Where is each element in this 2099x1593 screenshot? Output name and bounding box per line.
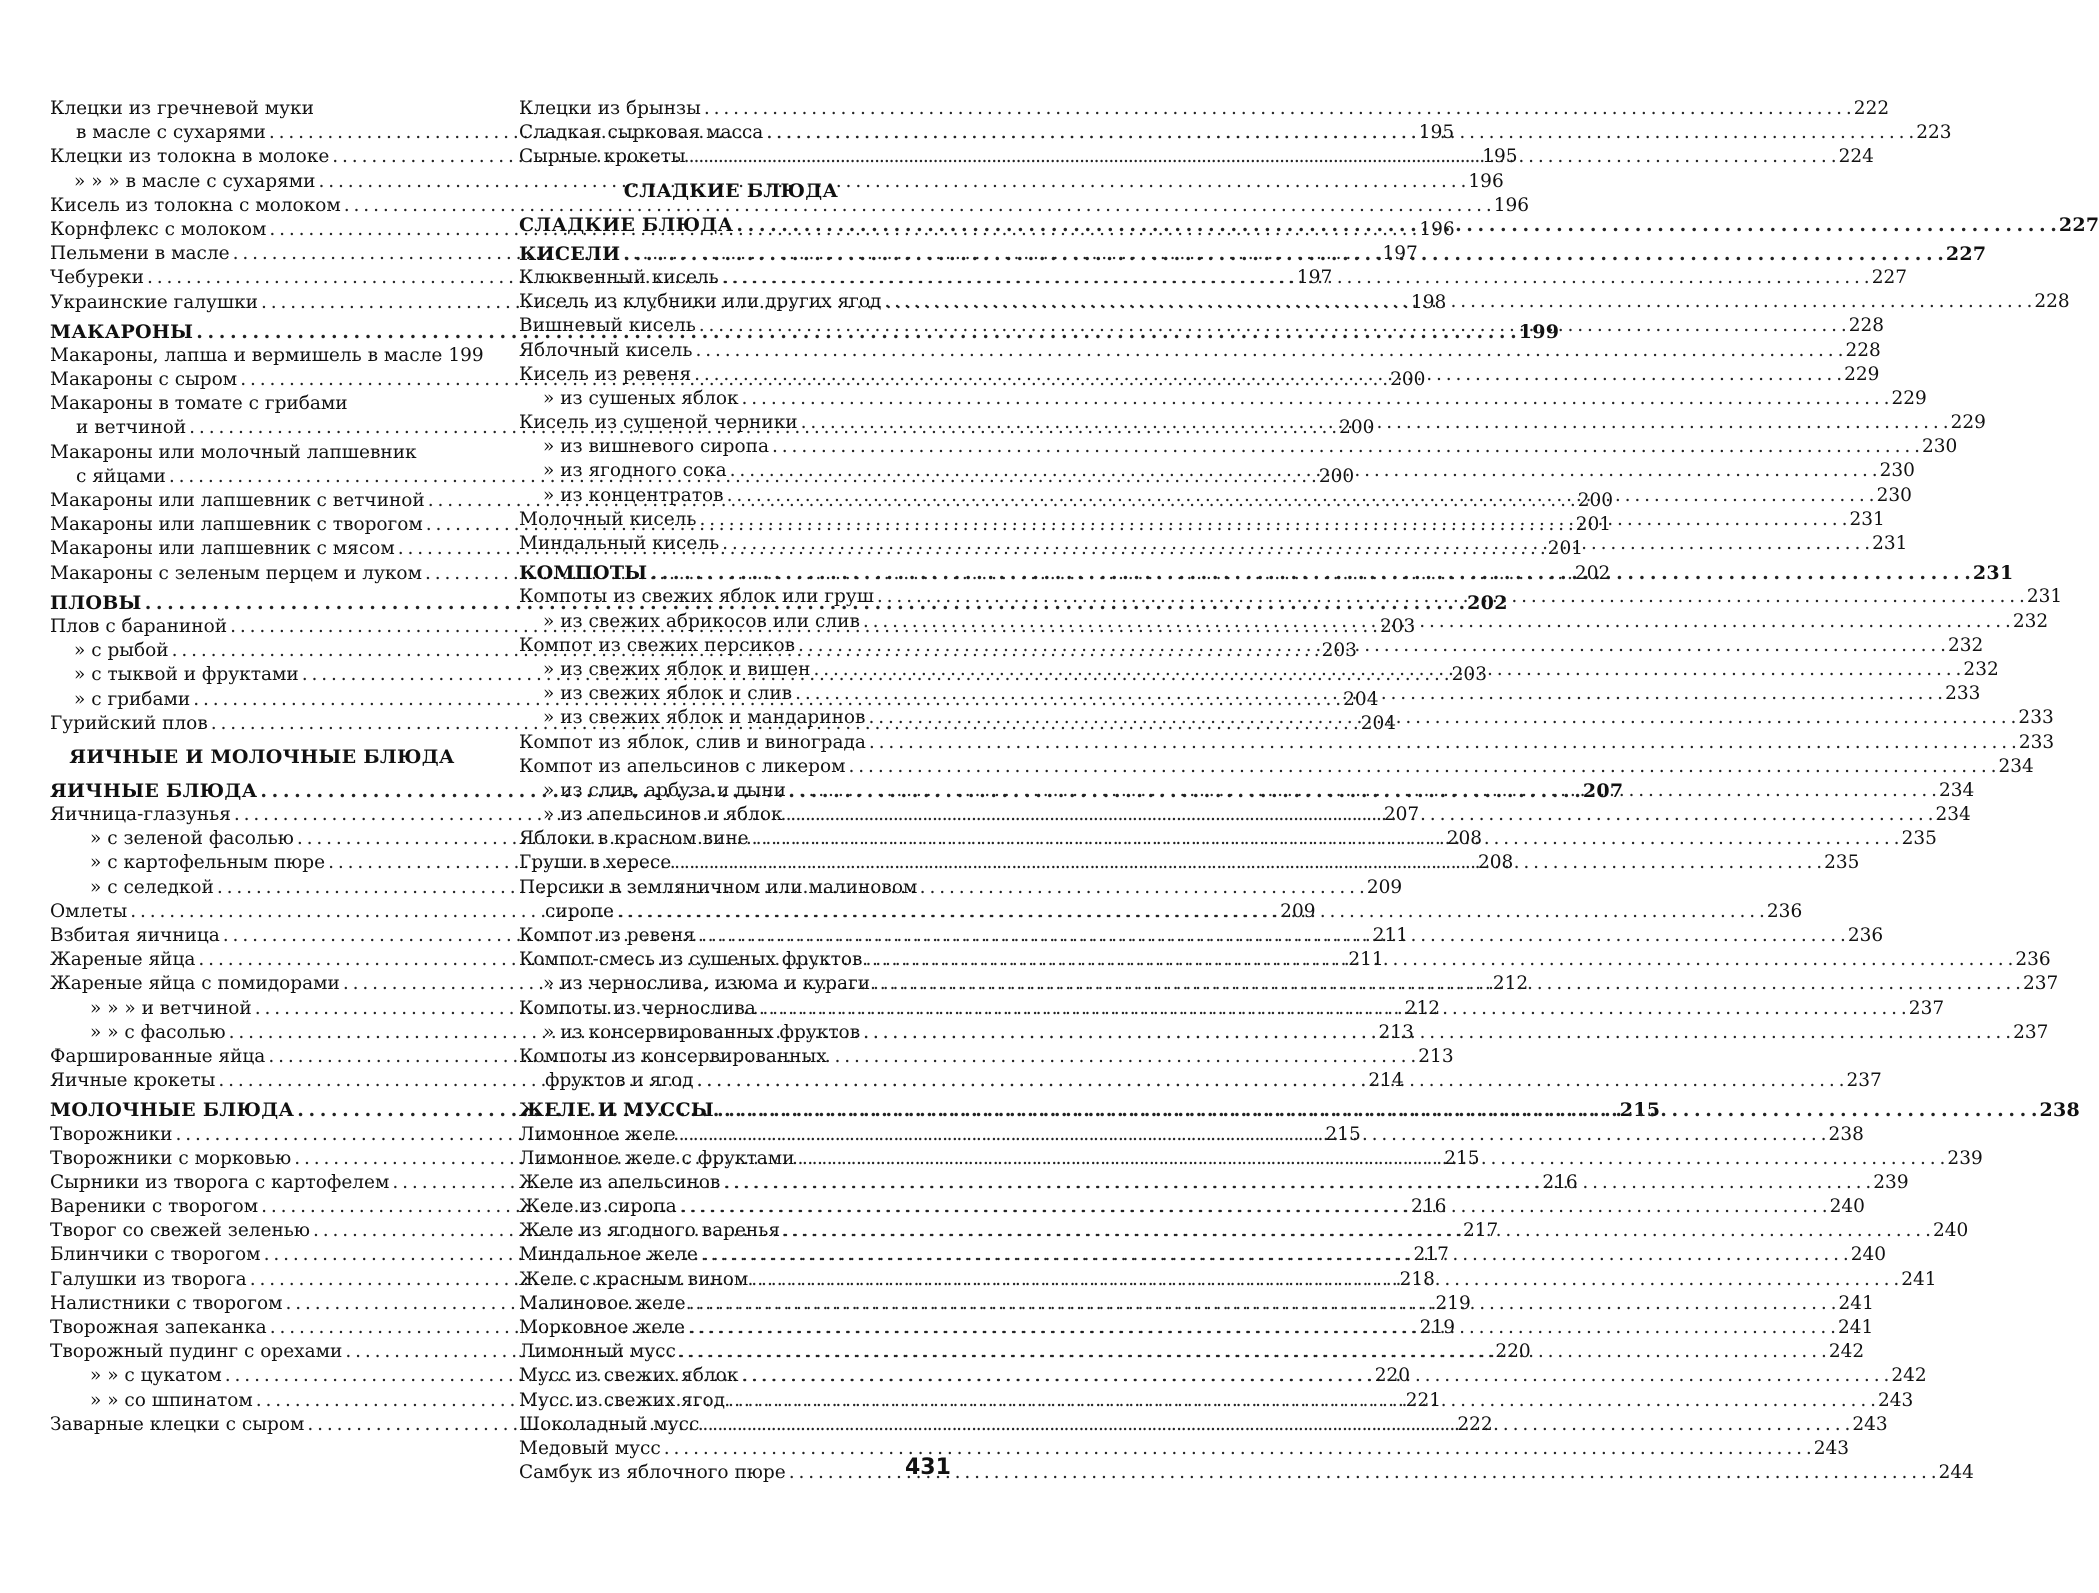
toc-page-number: 241: [1901, 1268, 1937, 1290]
toc-page-number: 235: [1901, 828, 1937, 850]
toc-entry-title: » из свежих яблок и слив: [543, 683, 793, 705]
toc-entry-title: и ветчиной: [76, 417, 187, 439]
toc-entry-title: Сладкая сырковая масса: [519, 122, 764, 144]
toc-page-number: 203: [1451, 664, 1487, 686]
toc-entry-title: ПЛОВЫ: [50, 591, 142, 614]
toc-page-number: 200: [1390, 369, 1426, 391]
dot-leader: [751, 1268, 1898, 1292]
toc-entry: [50, 344, 484, 368]
toc-page-number: 240: [1932, 1220, 1969, 1242]
dot-leader: [664, 1437, 1811, 1461]
toc-page-number: 231: [1972, 562, 2014, 585]
toc-entry-title: Взбитая яичница: [50, 925, 220, 946]
toc-page-number: 212: [1492, 973, 1529, 995]
toc-entry-title: Яичница-глазунья: [50, 804, 231, 826]
toc-entry-title: фруктов и ягод: [545, 1070, 694, 1092]
toc-entry-title: Сырные крокеты: [519, 146, 686, 168]
dot-leader: [688, 1316, 1835, 1340]
toc-page-number: 235: [1824, 852, 1860, 874]
toc-page-number: 213: [1378, 1021, 1414, 1043]
dot-leader: [698, 924, 1845, 948]
dot-leader: [789, 779, 1936, 803]
dot-leader: [680, 1195, 1827, 1219]
section-heading: СЛАДКИЕ БЛЮДА: [623, 179, 839, 202]
dot-leader: [702, 1413, 1849, 1437]
toc-entry-title: Лимонное желе: [519, 1123, 676, 1145]
toc-entry-title: » » » в масле с сухарями: [74, 170, 316, 192]
toc-page-number: 227: [2058, 213, 2099, 236]
toc-page-number: 231: [1872, 533, 1908, 554]
toc-entry-title: Мусс из свежих ягод: [519, 1389, 726, 1411]
toc-entry-title: Яичные крокеты: [50, 1070, 216, 1092]
toc-entry-title-line: Персики в земляничном или малиновом: [519, 876, 918, 898]
toc-page-number: 229: [1891, 387, 1927, 409]
toc-page-number: 241: [1838, 1292, 1874, 1314]
toc-entry-title: КИСЕЛИ: [519, 242, 621, 265]
toc-entry-title-line: Макароны или молочный лапшевник: [50, 441, 417, 463]
toc-page-number: 202: [1574, 562, 1611, 584]
toc-page-number: 211: [1348, 949, 1384, 971]
section-heading: ЯИЧНЫЕ И МОЛОЧНЫЕ БЛЮДА: [69, 745, 455, 768]
toc-entry-title: Галушки из творога: [50, 1268, 247, 1290]
toc-entry-title: Лимонное желе с фруктами: [519, 1147, 795, 1169]
toc-entry-title-line: Компоты из консервированных: [519, 1045, 827, 1067]
toc-entry-title: Вареники с творогом: [50, 1196, 259, 1218]
toc-entry-title: СЛАДКИЕ БЛЮДА: [519, 213, 734, 236]
toc-entry-title: Жареные яйца с помидорами: [50, 973, 340, 995]
toc-entry-title: » из слив, арбуза и дыни: [543, 779, 787, 801]
toc-entry-title: Клецки из толокна в молоке: [50, 146, 330, 168]
dot-leader: [689, 145, 1836, 169]
toc-entry-title: сиропе: [545, 900, 614, 922]
toc-page-number: 212: [1404, 997, 1441, 1019]
toc-entry-title: Молочный кисель: [519, 508, 697, 530]
toc-entry-title: ЖЕЛЕ И МУССЫ: [519, 1099, 715, 1122]
toc-page-number: 237: [2022, 973, 2059, 995]
toc-page-number: 208: [1446, 828, 1483, 850]
toc-page-number: 244: [1938, 1462, 1974, 1484]
toc-page-number: 198: [1410, 291, 1447, 313]
toc-page-number: 243: [1877, 1389, 1914, 1411]
toc-entry-title: » из сушеных яблок: [543, 387, 739, 409]
toc-entry-title: » из вишневого сиропа: [543, 436, 770, 458]
dot-leader: [736, 213, 2055, 237]
toc-page-number: 219: [1419, 1317, 1455, 1338]
toc-entry-title: Плов с бараниной: [50, 615, 228, 637]
toc-entry-title: Жареные яйца: [50, 949, 196, 971]
dot-leader: [699, 314, 1846, 338]
toc-entry-title-line: Клецки из гречневой муки: [50, 98, 314, 119]
toc-entry-title: Кисель из толокна с молоком: [50, 194, 341, 216]
dot-leader: [730, 459, 1877, 483]
toc-entry: [50, 194, 1530, 218]
toc-page-number: 238: [2039, 1099, 2081, 1122]
dot-leader: [752, 827, 1899, 851]
toc-page-number: 197: [1382, 243, 1418, 265]
toc-page-number: 204: [1360, 712, 1397, 734]
dot-leader: [795, 682, 1942, 706]
toc-page-number: 199: [448, 344, 484, 366]
toc-page-number: 234: [1998, 755, 2034, 777]
toc-page-number: 230: [1876, 484, 1912, 506]
toc-entry: [519, 97, 1890, 121]
toc-entry: [519, 387, 1927, 411]
toc-page-number: 219: [1435, 1292, 1471, 1314]
toc-entry-title: Клюквенный кисель: [519, 266, 719, 288]
toc-page-number: 217: [1462, 1220, 1499, 1242]
toc-page-number: 196: [1468, 170, 1504, 192]
dot-leader: [689, 1292, 1836, 1316]
toc-page-number: 207: [1582, 779, 1624, 802]
toc-entry-title: » из консервированных фруктов: [543, 1021, 861, 1043]
toc-entry-title: Компот из свежих персиков: [519, 634, 796, 656]
toc-page-number: 236: [1847, 925, 1884, 946]
toc-entry-title: Заварные клецки с сыром: [50, 1413, 305, 1435]
toc-page-number: 215: [1444, 1147, 1480, 1169]
toc-entry-title: Кисель из сушеной черники: [519, 412, 798, 434]
toc-entry-title: Сырники из творога с картофелем: [50, 1171, 390, 1193]
toc-entry-title: Макароны, лапша и вермишель в масле: [50, 344, 443, 366]
toc-entry-title: Корнфлекс с молоком: [50, 218, 267, 240]
toc-entry-title: Яблоки в красном вине: [519, 828, 749, 850]
toc-page-number: 217: [1413, 1244, 1449, 1266]
toc-page-number: 236: [1766, 900, 1803, 922]
toc-entry-title: Самбук из яблочного пюре: [519, 1462, 786, 1484]
dot-leader: [694, 363, 1841, 387]
toc-page-number: 211: [1372, 925, 1409, 946]
page-number: 431: [905, 1455, 951, 1480]
toc-page-number: 197: [1296, 267, 1333, 289]
toc-entry-title: » » » и ветчиной: [90, 997, 252, 1019]
dot-leader: [727, 484, 1874, 508]
toc-entry-title: » с тыквой и фруктами: [74, 664, 299, 686]
toc-page-number: 233: [1945, 683, 1981, 705]
toc-page-number: 196: [1493, 194, 1530, 216]
toc-entry: [519, 755, 2034, 779]
toc-page-number: 234: [1938, 779, 1975, 801]
toc-page-number: 204: [1343, 688, 1379, 710]
toc-entry-title: в масле с сухарями: [76, 122, 266, 144]
toc-entry-title: » с селедкой: [90, 876, 214, 898]
dot-leader: [789, 1461, 1936, 1485]
toc-entry-title: » » с цукатом: [90, 1365, 222, 1387]
dot-leader: [863, 1021, 2010, 1045]
toc-page-number: 233: [2018, 707, 2054, 729]
toc-entry-title: МАКАРОНЫ: [50, 320, 194, 343]
toc-entry: [519, 435, 1958, 459]
dot-leader: [869, 731, 2016, 755]
toc-entry-title: Компоты из чернослива: [519, 997, 756, 1019]
toc-entry-title: Макароны или лапшевник с ветчиной: [50, 490, 425, 511]
toc-page-number: 229: [1950, 412, 1986, 434]
dot-leader: [868, 706, 2015, 730]
toc-page-number: 243: [1813, 1437, 1850, 1459]
toc-entry-title: » » со шпинатом: [90, 1389, 253, 1411]
toc-page-number: 240: [1850, 1244, 1887, 1266]
toc-page-number: 208: [1478, 852, 1514, 874]
toc-entry-title: Шоколадный мусс: [519, 1413, 700, 1435]
toc-entry-title: Чебуреки: [50, 267, 144, 289]
toc-page-number: 236: [2015, 949, 2051, 971]
toc-entry-title: Макароны с зеленым перцем и луком: [50, 562, 422, 584]
toc-page-number: 201: [1547, 538, 1584, 560]
toc-entry-title: Груши в хересе: [519, 852, 672, 874]
toc-page-number: 232: [2012, 610, 2049, 632]
toc-entry-title: Малиновое желе: [519, 1292, 686, 1314]
toc-entry-title: Макароны или лапшевник с творогом: [50, 514, 423, 536]
toc-page-number: 196: [1419, 218, 1455, 240]
toc-page-number: 203: [1380, 615, 1416, 637]
toc-entry-title: » с картофельным пюре: [90, 852, 326, 874]
dot-leader: [696, 339, 1843, 363]
toc-page-number: 214: [1368, 1070, 1404, 1092]
dot-leader: [783, 1219, 1930, 1243]
toc-entry-title: Украинские галушки: [50, 291, 258, 313]
toc-entry-title: Кисель из ревеня: [519, 363, 692, 385]
toc-entry-title: » из свежих яблок и мандаринов: [543, 707, 866, 729]
toc-entry: [519, 1461, 1974, 1485]
toc-entry-title: Желе из апельсинов: [519, 1171, 721, 1193]
toc-page-number: 213: [1418, 1045, 1454, 1067]
toc-entry-title: Желе с красным вином: [519, 1268, 749, 1290]
toc-entry-title: Творожный пудинг с орехами: [50, 1341, 343, 1363]
toc-entry-title: Омлеты: [50, 900, 128, 922]
toc-entry-title: Компот-смесь из сушеных фруктов: [519, 949, 863, 971]
dot-leader: [797, 1147, 1944, 1171]
toc-page-number: 227: [1945, 242, 1987, 265]
dot-leader: [674, 851, 1821, 875]
toc-entry-title: с яйцами: [76, 465, 166, 487]
toc-page-number: 231: [1849, 508, 1885, 530]
toc-page-number: 243: [1852, 1413, 1888, 1435]
toc-entry-title: Компот из яблок, слив и винограда: [519, 731, 866, 753]
toc-entry-title: ЯИЧНЫЕ БЛЮДА: [50, 779, 258, 802]
toc-page-number: 234: [1935, 804, 1971, 826]
toc-entry: [519, 731, 2055, 755]
dot-leader: [742, 387, 1889, 411]
toc-entry-title: » из свежих яблок и вишен: [543, 658, 811, 680]
dot-leader: [865, 948, 2012, 972]
toc-entry-title: Компоты из свежих яблок или груш: [519, 586, 874, 608]
dot-leader: [704, 97, 1851, 121]
toc-page-number: 200: [1577, 490, 1614, 511]
toc-page-number: 224: [1838, 146, 1874, 168]
toc-page-number: 237: [1846, 1070, 1882, 1092]
toc-entry-title-line: Макароны в томате с грибами: [50, 393, 348, 415]
dot-leader: [741, 1364, 1888, 1388]
toc-page-number: 200: [1318, 465, 1355, 487]
toc-entry-title: » с грибами: [74, 688, 191, 710]
toc-page-number: 232: [1948, 634, 1984, 656]
dot-leader: [728, 1389, 1875, 1413]
toc-entry-title: Пельмени в масле: [50, 243, 230, 265]
toc-entry-title: Гурийский плов: [50, 712, 208, 734]
toc-page-number: 199: [1518, 320, 1560, 343]
dot-leader: [884, 290, 2031, 314]
dot-leader: [786, 803, 1933, 827]
toc-page-number: 215: [1325, 1123, 1361, 1145]
toc-page-number: 195: [1418, 122, 1455, 144]
dot-leader: [617, 900, 1764, 924]
dot-leader: [722, 532, 1869, 556]
dot-leader: [722, 266, 1869, 290]
toc-page-number: 239: [1947, 1147, 1983, 1169]
toc-page-number: 209: [1280, 900, 1316, 922]
toc-entry-title: Компот из апельсинов с ликером: [519, 755, 846, 777]
toc-entry-title: Кисель из клубники или других ягод: [519, 291, 882, 313]
dot-leader: [759, 997, 1906, 1021]
toc-entry-title: Медовый мусс: [519, 1437, 661, 1459]
toc-entry-title: Творог со свежей зеленью: [50, 1220, 310, 1242]
toc-page-number: 228: [1845, 339, 1881, 361]
toc-page-number: 207: [1383, 804, 1420, 826]
toc-entry-title: » из чернослива, изюма и кураги: [543, 973, 871, 995]
toc-page-number: 220: [1374, 1365, 1411, 1387]
dot-leader: [623, 242, 1942, 266]
toc-page-number: 201: [1575, 514, 1612, 536]
toc-page-number: 241: [1837, 1317, 1874, 1338]
toc-entry-title: Фаршированные яйца: [50, 1045, 266, 1067]
toc-entry-title: » из ягодного сока: [543, 460, 727, 482]
toc-entry-title: Мусс из свежих яблок: [519, 1365, 739, 1387]
dot-leader: [813, 658, 1960, 682]
toc-entry-title: Вишневый кисель: [519, 315, 696, 337]
toc-entry-title: Лимонный мусс: [519, 1341, 676, 1363]
toc-entry-title: МОЛОЧНЫЕ БЛЮДА: [50, 1099, 295, 1122]
toc-page-number: 221: [1405, 1389, 1442, 1411]
toc-page-number: 238: [1828, 1123, 1864, 1145]
toc-page-number: 239: [1873, 1171, 1909, 1193]
dot-leader: [717, 1098, 2036, 1122]
toc-page-number: 229: [1844, 363, 1880, 385]
toc-page-number: 200: [1339, 417, 1375, 439]
toc-page-number: 216: [1411, 1196, 1447, 1218]
toc-entry-title: » с рыбой: [74, 640, 169, 662]
dot-leader: [679, 1340, 1826, 1364]
toc-page-number: 220: [1495, 1341, 1531, 1363]
toc-entry-title: » из апельсинов и яблок: [543, 804, 783, 826]
toc-entry-title: Желе из ягодного варенья: [519, 1220, 780, 1242]
toc-entry-title: Блинчики с творогом: [50, 1244, 261, 1266]
dot-leader: [723, 1171, 1870, 1195]
toc-entry-title: » с зеленой фасолью: [90, 828, 294, 850]
dot-leader: [700, 508, 1847, 532]
toc-page-number: 231: [2026, 586, 2063, 608]
toc-entry-title: Компот из ревеня: [519, 925, 695, 946]
dot-leader: [772, 435, 1919, 459]
dot-leader: [863, 610, 2010, 634]
dot-leader: [873, 972, 2020, 996]
toc-page-number: 230: [1879, 460, 1915, 482]
toc-entry-title: Макароны или лапшевник с мясом: [50, 538, 395, 560]
toc-page-number: 233: [2018, 731, 2055, 753]
toc-entry-title: Макароны с сыром: [50, 369, 238, 391]
dot-leader: [701, 1243, 1848, 1267]
toc-page-number: 237: [1908, 997, 1945, 1019]
toc-entry-title: КОМПОТЫ: [519, 562, 648, 585]
dot-leader: [849, 755, 1996, 779]
toc-entry-title: Клецки из брынзы: [519, 98, 701, 119]
dot-leader: [679, 1123, 1826, 1147]
toc-page-number: 222: [1457, 1413, 1493, 1435]
toc-page-number: 222: [1853, 98, 1890, 119]
toc-page-number: 237: [2013, 1021, 2049, 1043]
toc-page-number: 240: [1829, 1196, 1865, 1218]
toc-page-number: 228: [2034, 291, 2070, 313]
toc-page-number: 202: [1467, 591, 1508, 614]
toc-page-number: 230: [1921, 436, 1958, 458]
toc-entry-title: Миндальный кисель: [519, 533, 720, 554]
toc-entry: [519, 339, 1881, 363]
dot-leader: [650, 561, 1969, 585]
toc-entry-title: » » с фасолью: [90, 1021, 226, 1043]
toc-page-number: 216: [1542, 1171, 1578, 1193]
toc-entry-title: Творожники: [50, 1123, 173, 1145]
toc-page-number: 223: [1916, 122, 1952, 144]
toc-page-number: 203: [1321, 640, 1357, 662]
toc-entry-title: Миндальное желе: [519, 1244, 698, 1266]
toc-page-number: 228: [1848, 315, 1885, 337]
toc-entry-title: Налистники с творогом: [50, 1292, 283, 1314]
toc-entry-title: Яблочный кисель: [519, 339, 693, 361]
toc-entry-title: Морковное желе: [519, 1317, 686, 1338]
toc-entry-title: » из концентратов: [543, 484, 724, 506]
toc-entry-title: Желе из сиропа: [519, 1196, 677, 1218]
toc-entry-title: » из свежих абрикосов или слив: [543, 610, 860, 632]
toc-page-number: 232: [1963, 658, 1999, 680]
dot-leader: [801, 411, 1948, 435]
toc-entry-title: Творожники с морковью: [50, 1147, 292, 1169]
dot-leader: [697, 1069, 1844, 1093]
toc-page-number: 242: [1891, 1365, 1927, 1387]
toc-entry-title: Творожная запеканка: [50, 1317, 267, 1338]
dot-leader: [877, 585, 2024, 609]
dot-leader: [766, 121, 1913, 145]
toc-page-number: 218: [1399, 1268, 1435, 1290]
toc-page-number: 242: [1828, 1341, 1865, 1363]
toc-page-number: 209: [1366, 876, 1403, 898]
toc-page-number: 227: [1871, 266, 1907, 288]
toc-page-number: 215: [1619, 1099, 1661, 1122]
dot-leader: [798, 634, 1945, 658]
toc-page-number: 195: [1482, 146, 1518, 168]
toc-entry: [519, 1437, 1850, 1461]
